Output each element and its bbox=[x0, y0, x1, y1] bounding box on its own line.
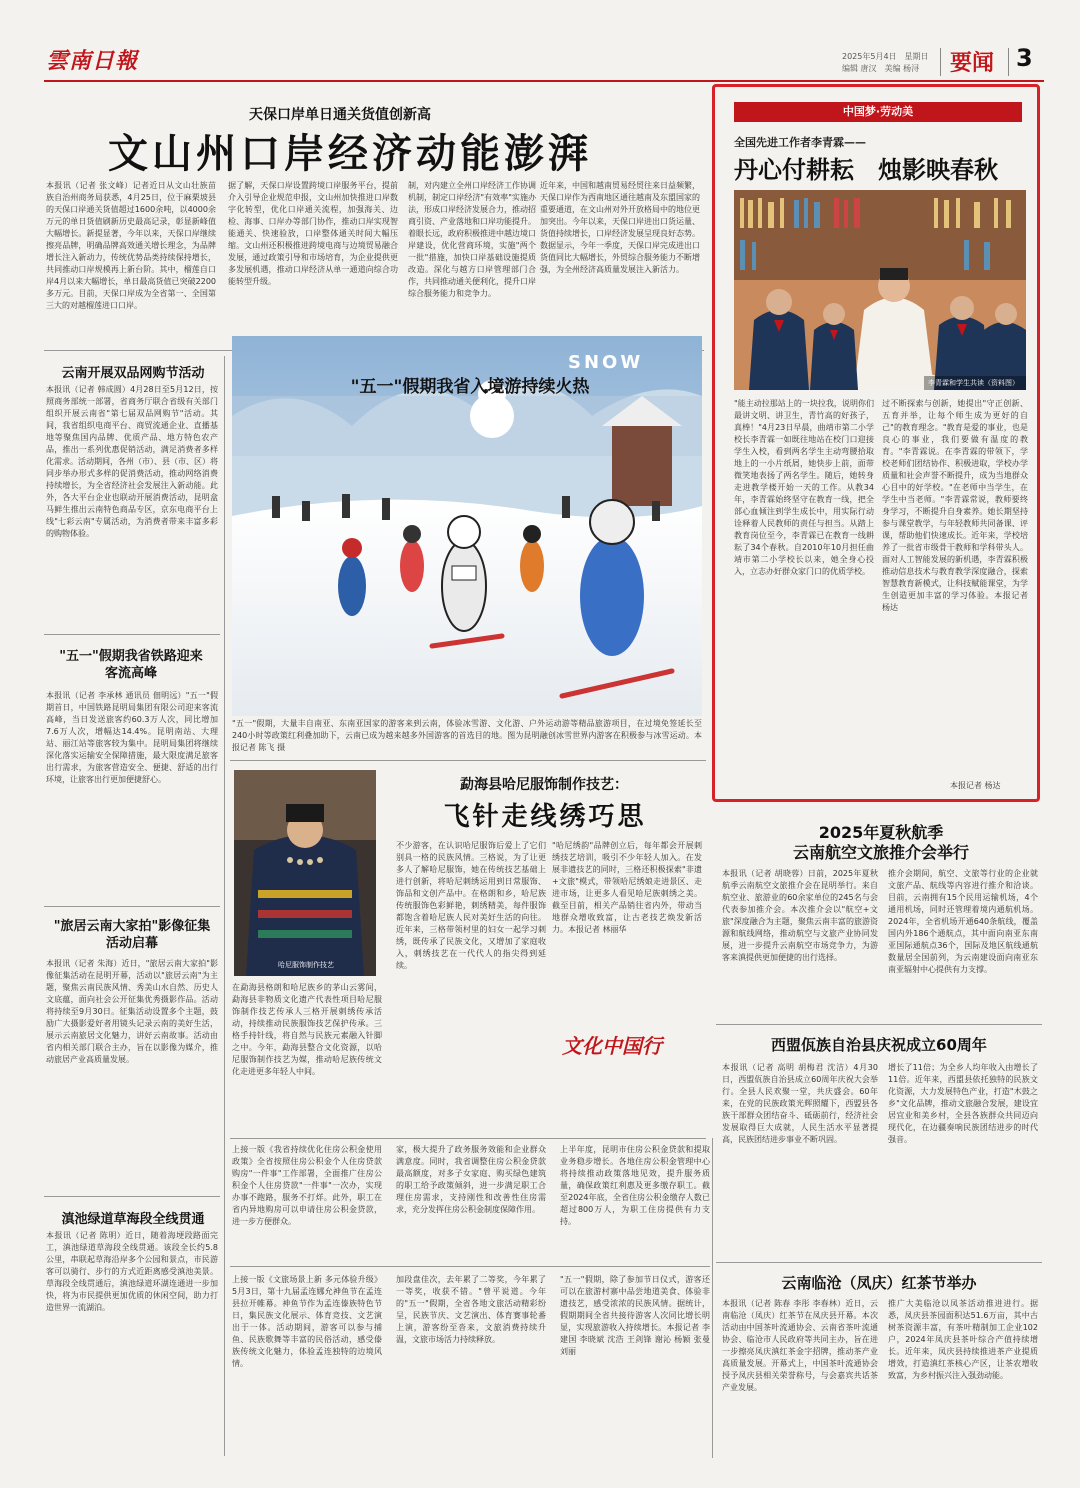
left-story-1-title: 云南开展双品网购节活动 bbox=[61, 366, 205, 381]
housing-col-1: 上接一版《我省持续优化住房公积金使用政策》全省按照住房公积金个人住房贷款购房"一件事"工作部署，全面推广住房公积金个人住房贷款"一件事"一次办，实现办事不跑路，服务不打烊。此外，职工在省内异地购房可以申请住房公积金贷款，进一步方便群众。 bbox=[232, 1145, 382, 1226]
left-story-2-title: "五一"假期我省铁路迎来客流高峰 bbox=[59, 649, 203, 681]
lead-kicker: 天保口岸单日通关货值创新高 bbox=[249, 107, 431, 123]
tourism-caption: "五一"假期，大量丰自南亚、东南亚国家的游客来到云南，体验冰雪游、文化游、户外运动游等精品旅游项目，在过境免签延长至240小时等政策红利叠加助下，云南已成为越来越多外国游客的首选目的地。图为昆明融创冰雪世界内游客在积极参与冰雪运动。本报记者 陈飞 摄 bbox=[232, 719, 702, 752]
culture-seal: 文化中国行 bbox=[562, 1034, 662, 1058]
festival-col-1: 上接一版《文旅场景上新 多元体验升级》5月3日，第十九届孟连娜允神鱼节在孟连县拉开帷幕。神鱼节作为孟连傣族特色节日，集民族文化展示、体育竞技、文艺演出于一体。活动期间，游客可以参与捕鱼、民族歌舞等丰富的民俗活动，感受傣族传统文化魅力，体验孟连独特的边境风情。 bbox=[232, 1275, 382, 1368]
left-story-1-body: 本报讯（记者 韩成圆）4月28日至5月12日，按照商务部统一部署，省商务厅联合省级有关部门组织开展云南省"第七届双品网购节"活动。其间，我省组织电商平台、商贸流通企业、直播基地等聚焦国内品牌、优质产品、地方特色农产品，推出一系列优惠促销活动，满足消费者多样化需求。活动期间，各州（市）、县（市、区）将同步举办形式多样的促消费活动，推动网络消费持续增长，为全省经济社会发展注入新动能。此外，各大平台企业也联动开展消费活动，昆明盒马鲜生推出云南特色商品专区，京东电商平台上线"七彩云南"专属活动，为消费者带来丰富多彩的购物体验。 bbox=[46, 385, 218, 538]
left-story-4-body: 本报讯（记者 陈明）近日，随着海埂段路面完工，滇池绿道草海段全线贯通。该段全长约5.8公里，串联起草海沿岸多个公园和景点，市民游客可以骑行、步行的方式近距离感受滇池美景。草海段全线贯通后，滇池绿道环湖连通进一步加快，将为市民提供更加优质的休闲空间，助力打造世界一流湖泊。 bbox=[46, 1231, 218, 1312]
embroidery-col-3: "哈尼绣韵"品牌创立后，每年都会开展刺绣技艺培训，吸引不少年轻人加入。在发展非遗技艺的同时，三格还积极探索"非遗+文旅"模式，带领哈尼绣娘走进景区、走进市场，让更多人看见哈尼族刺绣之美。截至目前，相关产品销往省内外，带动当地群众增收致富，让古老技艺焕发新活力。本报记者 林丽华 bbox=[552, 841, 702, 934]
page-number: 3 bbox=[1016, 44, 1033, 72]
editor-line: 编辑 唐汉 美编 杨浔 bbox=[842, 64, 920, 73]
feature-section-tag: 中国梦·劳动美 bbox=[734, 102, 1022, 122]
embroidery-photo-caption: 哈尼服饰制作技艺 bbox=[278, 961, 334, 969]
festival-col-3: "五一"假期，除了参加节日仪式，游客还可以在旅游村寨中品尝地道美食、体验非遗技艺，感受浓浓的民族风情。据统计，假期期间全省共接待游客人次同比增长明显，实现旅游收入持续增长。本报记者 李建国 李晓斌 沈浩 王剑锋 谢沁 杨颖 张曼 刘丽 bbox=[560, 1275, 710, 1356]
lead-col-2: 据了解，天保口岸设置跨境口岸服务平台，提前介入引导企业规范申报，文山州加快推进口岸数字化转型，优化口岸通关流程，加强海关、边检、海事、口岸办等部门协作，推动口岸实现智能通关、快速验放，口岸整体通关时间大幅压缩。文山州还积极推进跨境电商与边境贸易融合发展，通过政策引导和市场培育，为企业提供更多发展机遇，推动口岸经济从单一通道向综合功能转型升级。 bbox=[228, 181, 398, 286]
newspaper-logo: 雲南日報 bbox=[46, 48, 139, 74]
festival-col-2: 加段盘佳次，去年累了二等奖，今年累了一等奖，收获不错。"曾平说道。今年的"五一"假期，全省各地文旅活动精彩纷呈，民族节庆、文艺演出、体育赛事轮番上演，游客纷至沓来，文旅消费持续升温，文旅市场活力持续释放。 bbox=[396, 1275, 546, 1344]
embroidery-headline: 飞针走线绣巧思 bbox=[443, 802, 647, 832]
feature-col-2: 过不断探索与创新，她提出"守正创新、五育并举，让每个师生成为更好的自己"的教育理念。"教育是爱的事业，也是良心的事业，我们要做有温度的教育。"李青霖说。在李青霖的带领下，学校老师们团结协作、积极进取，学校办学质量和社会声誉不断提升，成为当地群众心目中的好学校。"在老师中当学生，在学生中当老师。"李青霖常说，教师要终身学习，不断提升自身素养。她长期坚持参与课堂教学，与年轻教师共同备课、评课，帮助他们快速成长。近年来，学校培养了一批省市级骨干教师和学科带头人。面对人工智能发展的新机遇，李青霖积极推动信息技术与教育教学深度融合，探索智慧教育新模式，让科技赋能课堂，为学生创造更加丰富的学习体验。本报记者 杨达 bbox=[882, 399, 1028, 612]
lead-col-4: 近年来，中国和越南贸易经贸往来日益频繁，天保口岸作为西南地区通往越南及东盟国家的重要通道，在文山州对外开放格局中的地位更加突出。今年以来，天保口岸进出口货运量、货值持续增长，口岸经济发展呈现良好态势。数据显示，今年一季度，天保口岸完成进出口货值同比大幅增长，外贸综合服务能力不断增强，为全州经济高质量发展注入新活力。 bbox=[540, 181, 700, 274]
left-story-4-title: 滇池绿道草海段全线贯通 bbox=[61, 1212, 205, 1227]
ximeng-col-2: 增长了11倍；为全乡人均年收入由增长了11倍。近年来，西盟县依托独特的民族文化资源，大力发展特色产业，打造"木鼓之乡"文化品牌，推动文旅融合发展，建设宜居宜业和美乡村，全县各族群众共同迈向现代化，在边疆奏响民族团结进步的时代强音。 bbox=[888, 1063, 1038, 1144]
section-name: 要闻 bbox=[950, 51, 995, 76]
aviation-title-2: 云南航空文旅推介会举行 bbox=[792, 843, 969, 862]
date-line: 2025年5月4日 星期日 bbox=[842, 52, 929, 61]
housing-col-2: 家，极大提升了政务服务效能和企业群众满意度。同时，我省调整住房公积金贷款最高额度，对多子女家庭、购买绿色建筑的职工给予政策倾斜，进一步满足职工合理住房需求，支持刚性和改善性住房需求，充分发挥住房公积金制度保障作用。 bbox=[396, 1145, 546, 1214]
tea-title: 云南临沧（凤庆）红茶节举办 bbox=[781, 1274, 977, 1292]
feature-photo bbox=[734, 190, 1026, 390]
feature-photo-caption: 李青霖和学生共读（资料图） bbox=[928, 379, 1019, 387]
ximeng-title: 西盟佤族自治县庆祝成立60周年 bbox=[771, 1036, 987, 1054]
tea-col-2: 推广大美临沧以凤茶活动推进进行。据悉，凤庆县茶园面积达51.6万亩，其中古树茶资源丰富，有茶叶精制加工企业102户，2024年凤庆县茶叶综合产值持续增长。近年来，凤庆县持续推进茶产业提质增效，打造滇红茶核心产区，让茶农增收致富，为乡村振兴注入强劲动能。 bbox=[888, 1299, 1038, 1380]
housing-col-3: 上半年度，昆明市住房公积金贷款和提取业务稳步增长。各地住房公积金管理中心将持续推动政策落地见效，提升服务质量，确保政策红利惠及更多缴存职工。截至2024年底，全省住房公积金缴存人数已超过800万人，为职工住房提供有力支持。 bbox=[560, 1145, 710, 1226]
tea-col-1: 本报讯（记者 陈春 李彤 李春林）近日，云南临沧（凤庆）红茶节在凤庆县开幕。本次活动由中国茶叶流通协会、云南省茶叶流通协会、临沧市人民政府等共同主办，旨在进一步擦亮凤庆滇红茶金字招牌，推动茶产业高质量发展。开幕式上，中国茶叶流通协会授予凤庆县相关荣誉称号，与会嘉宾共话茶产业发展。 bbox=[722, 1299, 878, 1392]
lead-col-3: 制，对内建立全州口岸经济工作协调机制，制定口岸经济"有效率"实施办法，形成口岸经济发展合力，推动招商引资、产业落地和口岸功能提升。着眼长远，政府积极推进中越边境口岸建设，优化营商环境，实施"两个一批"措施，加快口岸基础设施提质改造。深化与越方口岸管理部门合作，共同推动通关便利化，提升口岸综合服务能力和竞争力。 bbox=[408, 181, 536, 298]
aviation-col-2: 推介会期间，航空、文旅等行业的企业就文旅产品、航线等内容进行推介和洽谈。目前，云南拥有15个民用运输机场，4个通用机场，同时还管理着境内通航机场。2024年，全省机场开通640条航线，覆盖国内外186个通航点，其中面向南亚东南亚国际通航点36个，国际及地区航线通航数量居全国前列，为云南建设面向南亚东南亚辐射中心提供有力支撑。 bbox=[888, 869, 1038, 974]
left-story-2-body: 本报讯（记者 李承林 通讯员 佃明远）"五一"假期首日，中国铁路昆明局集团有限公司迎来客流高峰，当日发送旅客约60.3万人次，同比增加7.6万人次，增幅达14.4%。昆明南站、大理站、丽江站等旅客较为集中。昆明局集团将继续深化落实运输安全保障措施，最大限度满足旅客出行需求，为旅客营造安全、便捷、舒适的出行环境，让旅客出行更加便捷舒心。 bbox=[46, 691, 218, 784]
lead-headline: 文山州口岸经济动能澎湃 bbox=[108, 130, 592, 177]
aviation-col-1: 本报讯（记者 胡晓蓉）日前，2025年夏秋航季云南航空文旅推介会在昆明举行。来自航空业、旅游业的60余家单位的245名与会代表参加推介会。本次推介会以"航空+文旅"深度融合为主题，聚焦云南丰富的旅游资源和航线网络，推动航空与文旅产业协同发展，进一步提升云南航空市场竞争力，为游客来滇提供更加便捷的出行选择。 bbox=[722, 869, 878, 962]
embroidery-kicker: 勐海县哈尼服饰制作技艺： bbox=[460, 777, 628, 793]
snow-banner: SNOW bbox=[568, 352, 644, 373]
embroidery-col-1: 在勐海县格朗和哈尼族乡的茅山云雾间，勐海县非物质文化遗产代表性项目哈尼服饰制作技艺传承人三格开展刺绣传承活动，持续推动民族服饰技艺保护传承。三格手持针线，将自然与民族元素融入针脚之中。今年，勐海县整合文化资源，以哈尼服饰制作技艺为媒，推动哈尼族传统文化走进更多年轻人中间。 bbox=[232, 983, 382, 1076]
feature-byline: 本报记者 杨达 bbox=[950, 781, 1001, 790]
embroidery-col-2: 不少游客，在认识哈尼服饰后爱上了它们别具一格的民族风情。三格说，为了让更多人了解哈尼服饰，她在传统技艺基础上进行创新，将哈尼刺绣运用到日常服饰、饰品和文创产品中。在格朗和乡，哈尼族传统服饰色彩鲜艳，刺绣精美，每件服饰都饱含着哈尼族人民对美好生活的向往。近年来，三格带领村里的妇女一起学习刺绣，既传承了民族文化，又增加了家庭收入，刺绣技艺在一代代人的指尖得到延续。 bbox=[396, 841, 546, 970]
feature-kicker: 全国先进工作者李青霖—— bbox=[734, 136, 866, 149]
feature-headline: 丹心付耕耘 烛影映春秋 bbox=[734, 155, 998, 184]
tourism-title: "五一"假期我省入境游持续火热 bbox=[350, 377, 590, 397]
aviation-title-1: 2025年夏秋航季 bbox=[818, 823, 944, 842]
left-story-3-title: "旅居云南大家拍"影像征集活动启幕 bbox=[53, 919, 211, 951]
embroidery-photo bbox=[234, 770, 376, 976]
left-story-3-body: 本报讯（记者 朱海）近日，"旅居云南大家拍"影像征集活动在昆明开幕，活动以"旅居云南"为主题，聚焦云南民族风情、秀美山水自然、历史人文底蕴，面向社会公开征集优秀摄影作品。活动将持续至9月30日。征集活动设置多个主题，鼓励广大摄影爱好者用镜头记录云南的美好生活，展示云南旅居文化魅力，讲好云南故事。活动由省内相关部门联合主办，旨在以影像为媒介，推动旅居产业高质量发展。 bbox=[46, 959, 218, 1064]
feature-col-1: "能主动拉那站上的一块拉我，说明你们最讲文明、讲卫生，青竹高的好孩子，真棒！"4月23日早晨，曲靖市第二小学校长李青霖一如既往地站在校门口迎接学生入校，看到两名学生主动弯腰拾取地上的一小片纸屑，她快步上前，面带微笑地表扬了两名学生。随后，她转身走进教学楼开始一天的工作。从教34年，李青霖始终坚守在教育一线，把全部心血倾注到学生成长中，用实际行动诠释着人民教师的责任与担当。从踏上教育岗位至今，李青霖已在教育一线耕耘了34个春秋。自2010年10月担任曲靖市第二小学校长以来，她全身心投入，立志办好群众家门口的优质学校。 bbox=[734, 399, 874, 576]
ximeng-col-1: 本报讯（记者 高明 胡梅君 沈洁）4月30日，西盟佤族自治县成立60周年庆祝大会举行。全县人民欢聚一堂，共庆盛会。60年来，在党的民族政策光辉照耀下，西盟县各族干部群众团结奋斗、砥砺前行，经济社会发展取得巨大成就，人民生活水平显著提高，民族团结进步事业不断巩固。 bbox=[722, 1063, 878, 1144]
lead-col-1: 本报讯（记者 张文峰）记者近日从文山壮族苗族自治州商务局获悉，4月25日，位于麻栗坡县的天保口岸通关货值超过1600余吨，以4000余万元的单日货值刷新历史最高记录，彰显新峰值大幅增长。新提显著，今年以来，天保口岸继续擦亮品牌，明确品牌高效通关增长理念，为品牌增长注入新动力，传统优势品类持续保持增长，共同推动口岸规模再上新台阶。其中，榴莲自口岸4月以来大幅增长，单日最高货值已突破2200多万元。目前，天保口岸成为全省第一、全国第三大的对越榴莲进口口岸。 bbox=[46, 181, 216, 310]
